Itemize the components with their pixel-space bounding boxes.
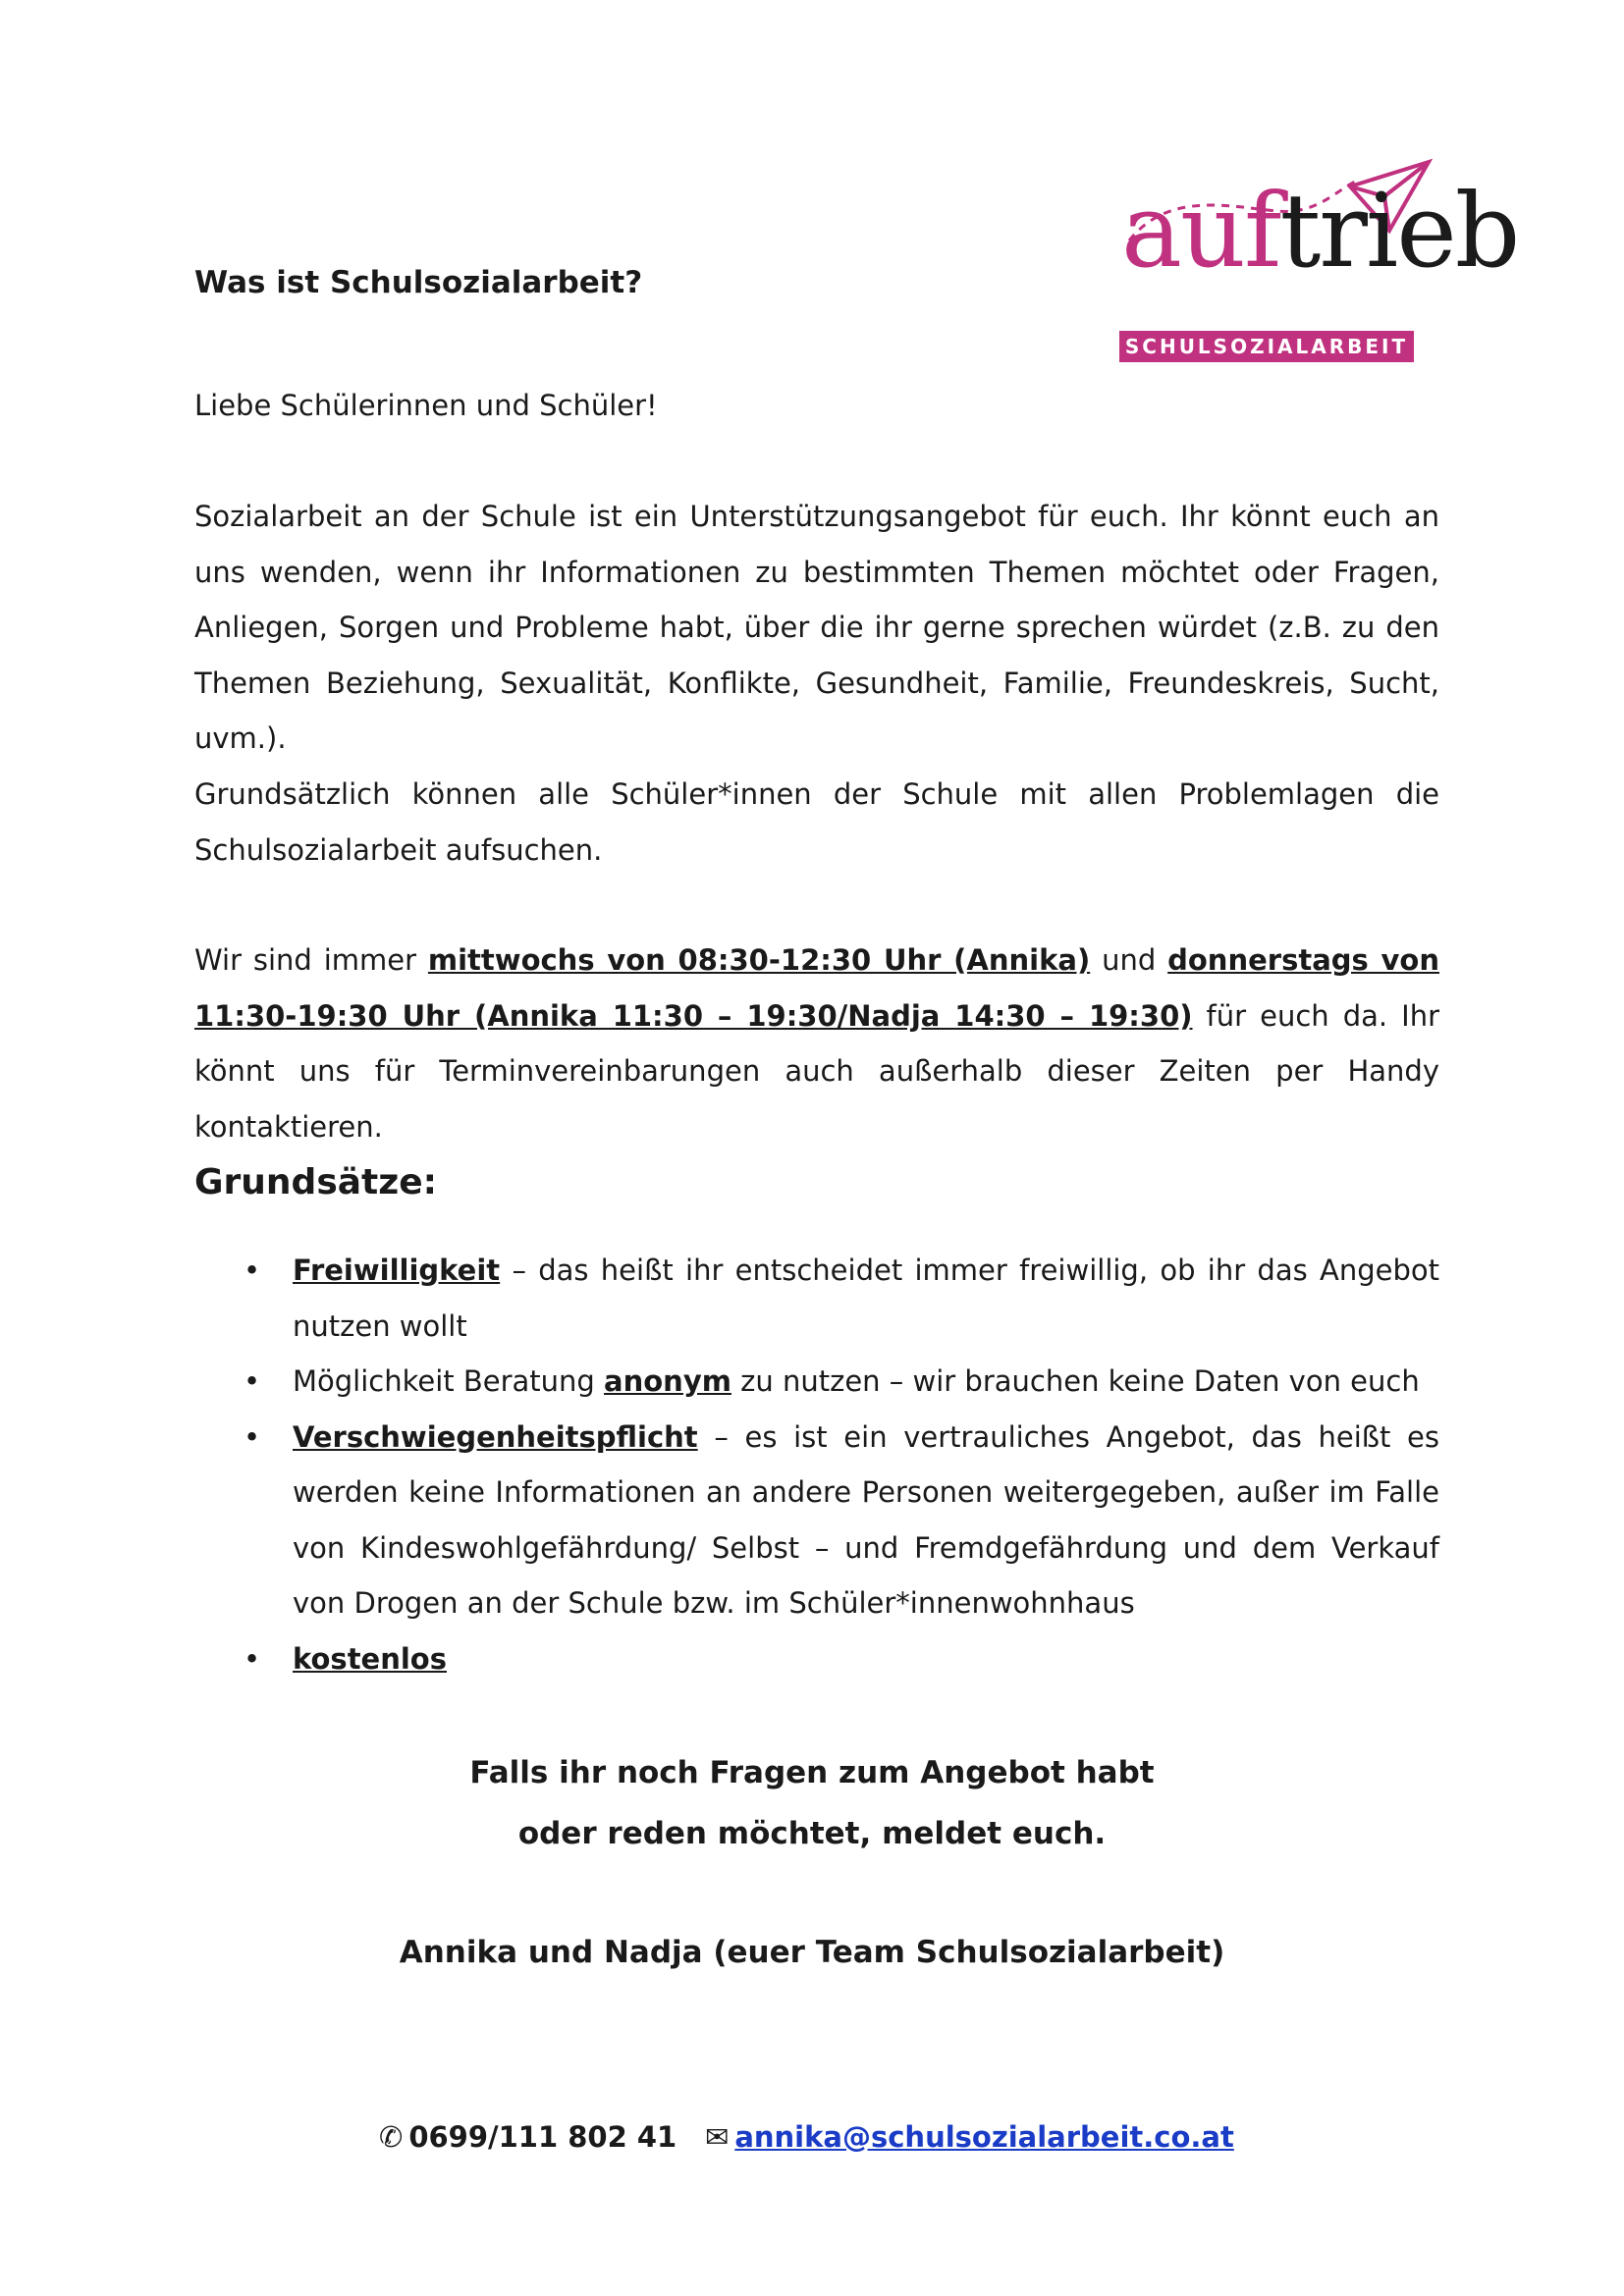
phone-contact xyxy=(379,2112,677,2162)
logo-word-auf: auf xyxy=(1121,171,1280,291)
bullet: • xyxy=(244,1364,261,1398)
logo-banner: SCHULSOZIALARBEIT xyxy=(1119,331,1414,362)
logo-wordmark xyxy=(1121,171,1519,291)
envelope-icon: ✉ xyxy=(705,2120,730,2154)
list-item xyxy=(194,1243,1439,1354)
list-item xyxy=(194,1354,1439,1410)
page-title: Was ist Schulsozialarbeit? xyxy=(194,265,643,300)
office-hours-paragraph xyxy=(194,933,1439,1154)
office-hours-intro: Wir sind immer xyxy=(194,943,428,977)
office-hours-wednesday: mittwochs von 08:30-12:30 Uhr (Annika) xyxy=(427,943,1091,977)
office-hours-thursday: donnerstags von 11:30-19:30 Uhr (Annika 11:30 – 19:30/Nadja 14:30 – 19:30) xyxy=(194,943,1439,1033)
closing-line-2: oder reden möchtet, meldet euch. xyxy=(517,1816,1107,1851)
office-hours-outro: für euch da. Ihr könnt uns für Terminvereinbarungen auch außerhalb dieser Zeiten per Handy kontaktieren. xyxy=(194,998,1440,1144)
principle-keyword: Verschwiegenheitspflicht xyxy=(293,1419,698,1454)
principle-text: Möglichkeit Beratung xyxy=(293,1364,605,1398)
greeting: Liebe Schülerinnen und Schüler! xyxy=(194,389,658,422)
principle-text: – das heißt ihr entscheidet immer freiwillig, ob ihr das Angebot nutzen wollt xyxy=(293,1254,1439,1343)
bullet: • xyxy=(244,1641,261,1676)
principle-text: – es ist ein vertrauliches Angebot, das heißt es werden keine Informationen an andere Personen weitergegeben, außer im Falle von Kindeswohlgefährdung/ Selbst – und Fremdgefährdung und dem Verkauf von Drogen an der Schule bzw. im Schüler*innenwohnhaus xyxy=(293,1419,1439,1620)
principle-keyword: Freiwilligkeit xyxy=(293,1254,501,1287)
principles-list xyxy=(194,1243,1439,1686)
phone-number: 0699/111 802 41 xyxy=(408,2120,677,2154)
principle-keyword: anonym xyxy=(604,1364,731,1398)
bullet: • xyxy=(244,1254,261,1287)
principles-heading: Grundsätze: xyxy=(194,1162,438,1202)
email-link[interactable]: annika@schulsozialarbeit.co.at xyxy=(734,2120,1234,2154)
list-item xyxy=(194,1410,1439,1631)
list-item xyxy=(194,1631,1439,1687)
principle-text: zu nutzen – wir brauchen keine Daten von euch xyxy=(731,1364,1420,1398)
closing-line-1: Falls ihr noch Fragen zum Angebot habt xyxy=(469,1755,1155,1790)
eligibility-paragraph: Grundsätzlich können alle Schüler*innen der Schule mit allen Problemlagen die Schulsozialarbeit aufsuchen. xyxy=(194,777,1439,867)
bullet: • xyxy=(244,1419,261,1454)
office-hours-and: und xyxy=(1090,943,1168,977)
principle-keyword: kostenlos xyxy=(293,1641,447,1676)
email-contact xyxy=(705,2112,1234,2162)
intro-paragraph: Sozialarbeit an der Schule ist ein Unterstützungsangebot für euch. Ihr könnt euch an uns wenden, wenn ihr Informationen zu bestimmten Themen möchtet oder Fragen, Anliegen, Sorgen und Probleme habt, über die ihr gerne sprechen würdet (z.B. zu den Themen Beziehung, Sexualität, Konflikte, Gesundheit, Familie, Freundeskreis, Sucht, uvm.). xyxy=(194,500,1439,755)
phone-icon: ✆ xyxy=(379,2120,404,2154)
team-signature: Annika und Nadja (euer Team Schulsozialarbeit) xyxy=(399,1935,1225,1970)
auftrieb-logo xyxy=(1110,152,1519,368)
logo-word-trieb: trieb xyxy=(1279,171,1519,291)
